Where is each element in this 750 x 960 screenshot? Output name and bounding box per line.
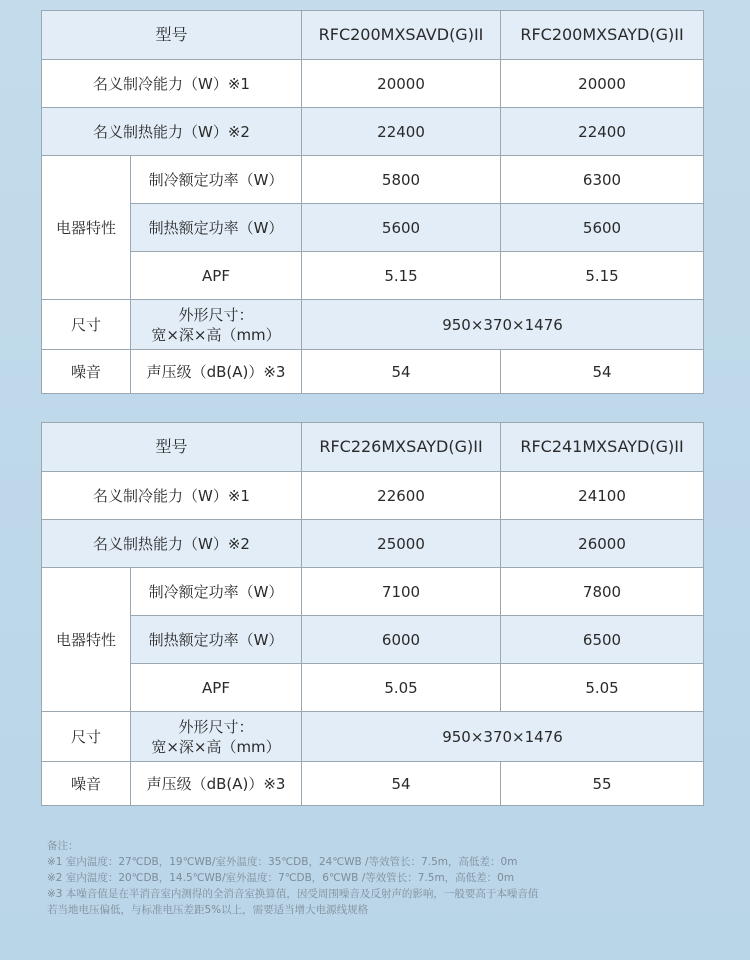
- cooling-capacity-row: [42, 472, 704, 520]
- note-3: ※3 本噪音值是在半消音室内测得的全消音室换算值，因受周围噪音及反射声的影响，一般要高于本噪音值: [47, 888, 539, 900]
- heating-power-row: [42, 616, 704, 664]
- heating-capacity-row: [42, 108, 704, 156]
- cooling-power-b: 7800: [501, 568, 704, 616]
- spec-table-1: [41, 10, 704, 394]
- cooling-capacity-a: 22600: [302, 472, 501, 520]
- cooling-capacity-a: 20000: [302, 60, 501, 108]
- heating-power-a: 6000: [302, 616, 501, 664]
- note-2: ※2 室内温度：20℃DB，14.5℃WB/室外温度：7℃DB，6℃WB /等效管长：7.5m，高低差：0m: [47, 872, 515, 884]
- note-1: ※1 室内温度：27℃DB，19℃WB/室外温度：35℃DB，24℃WB /等效管长：7.5m，高低差：0m: [47, 856, 518, 868]
- size-label-line1: 外形尺寸：: [178, 717, 254, 736]
- model-b: RFC241MXSAYD(G)II: [501, 423, 704, 472]
- size-label-line2: 宽×深×高（mm）: [151, 325, 281, 344]
- noise-row: [42, 762, 704, 806]
- heating-power-a: 5600: [302, 204, 501, 252]
- noise-group-label: 噪音: [42, 350, 131, 394]
- spec-table-2: [41, 422, 704, 806]
- apf-a: 5.05: [302, 664, 501, 712]
- cooling-power-a: 5800: [302, 156, 501, 204]
- cooling-capacity-row: [42, 60, 704, 108]
- model-b: RFC200MXSAYD(G)II: [501, 11, 704, 60]
- cooling-power-b: 6300: [501, 156, 704, 204]
- cooling-capacity-b: 24100: [501, 472, 704, 520]
- heating-power-b: 6500: [501, 616, 704, 664]
- noise-group-label: 噪音: [42, 762, 131, 806]
- size-label-line1: 外形尺寸：: [178, 305, 254, 324]
- cooling-power-label: 制冷额定功率（W）: [131, 156, 302, 204]
- apf-a: 5.15: [302, 252, 501, 300]
- apf-b: 5.05: [501, 664, 704, 712]
- heating-capacity-label: 名义制热能力（W）※2: [42, 108, 302, 156]
- header-row: [42, 423, 704, 472]
- cooling-capacity-b: 20000: [501, 60, 704, 108]
- size-group-label: 尺寸: [42, 300, 131, 350]
- apf-label: APF: [131, 252, 302, 300]
- noise-row: [42, 350, 704, 394]
- cooling-capacity-label: 名义制冷能力（W）※1: [42, 60, 302, 108]
- size-label-line2: 宽×深×高（mm）: [151, 737, 281, 756]
- note-4: 若当地电压偏低，与标准电压差距5%以上，需要适当增大电源线规格: [47, 904, 369, 916]
- noise-b: 54: [501, 350, 704, 394]
- size-label: [131, 712, 302, 762]
- size-label: [131, 300, 302, 350]
- electrical-group-label: 电器特性: [42, 156, 131, 300]
- heating-capacity-b: 22400: [501, 108, 704, 156]
- noise-label: 声压级（dB(A)）※3: [131, 762, 302, 806]
- model-label: 型号: [42, 11, 302, 60]
- size-value: 950×370×1476: [302, 300, 704, 350]
- heating-capacity-a: 22400: [302, 108, 501, 156]
- cooling-capacity-label: 名义制冷能力（W）※1: [42, 472, 302, 520]
- size-row: [42, 712, 704, 762]
- heating-capacity-label: 名义制热能力（W）※2: [42, 520, 302, 568]
- model-a: RFC226MXSAYD(G)II: [302, 423, 501, 472]
- cooling-power-row: [42, 156, 704, 204]
- cooling-power-label: 制冷额定功率（W）: [131, 568, 302, 616]
- apf-label: APF: [131, 664, 302, 712]
- apf-row: [42, 664, 704, 712]
- heating-power-label: 制热额定功率（W）: [131, 616, 302, 664]
- footnotes: [47, 838, 727, 918]
- noise-b: 55: [501, 762, 704, 806]
- header-row: [42, 11, 704, 60]
- size-group-label: 尺寸: [42, 712, 131, 762]
- noise-a: 54: [302, 350, 501, 394]
- noise-a: 54: [302, 762, 501, 806]
- heating-power-row: [42, 204, 704, 252]
- electrical-group-label: 电器特性: [42, 568, 131, 712]
- cooling-power-row: [42, 568, 704, 616]
- heating-capacity-b: 26000: [501, 520, 704, 568]
- model-label: 型号: [42, 423, 302, 472]
- apf-b: 5.15: [501, 252, 704, 300]
- heating-capacity-row: [42, 520, 704, 568]
- size-value: 950×370×1476: [302, 712, 704, 762]
- heating-power-b: 5600: [501, 204, 704, 252]
- cooling-power-a: 7100: [302, 568, 501, 616]
- heating-capacity-a: 25000: [302, 520, 501, 568]
- size-row: [42, 300, 704, 350]
- noise-label: 声压级（dB(A)）※3: [131, 350, 302, 394]
- model-a: RFC200MXSAVD(G)II: [302, 11, 501, 60]
- heating-power-label: 制热额定功率（W）: [131, 204, 302, 252]
- apf-row: [42, 252, 704, 300]
- notes-title: 备注：: [47, 840, 79, 852]
